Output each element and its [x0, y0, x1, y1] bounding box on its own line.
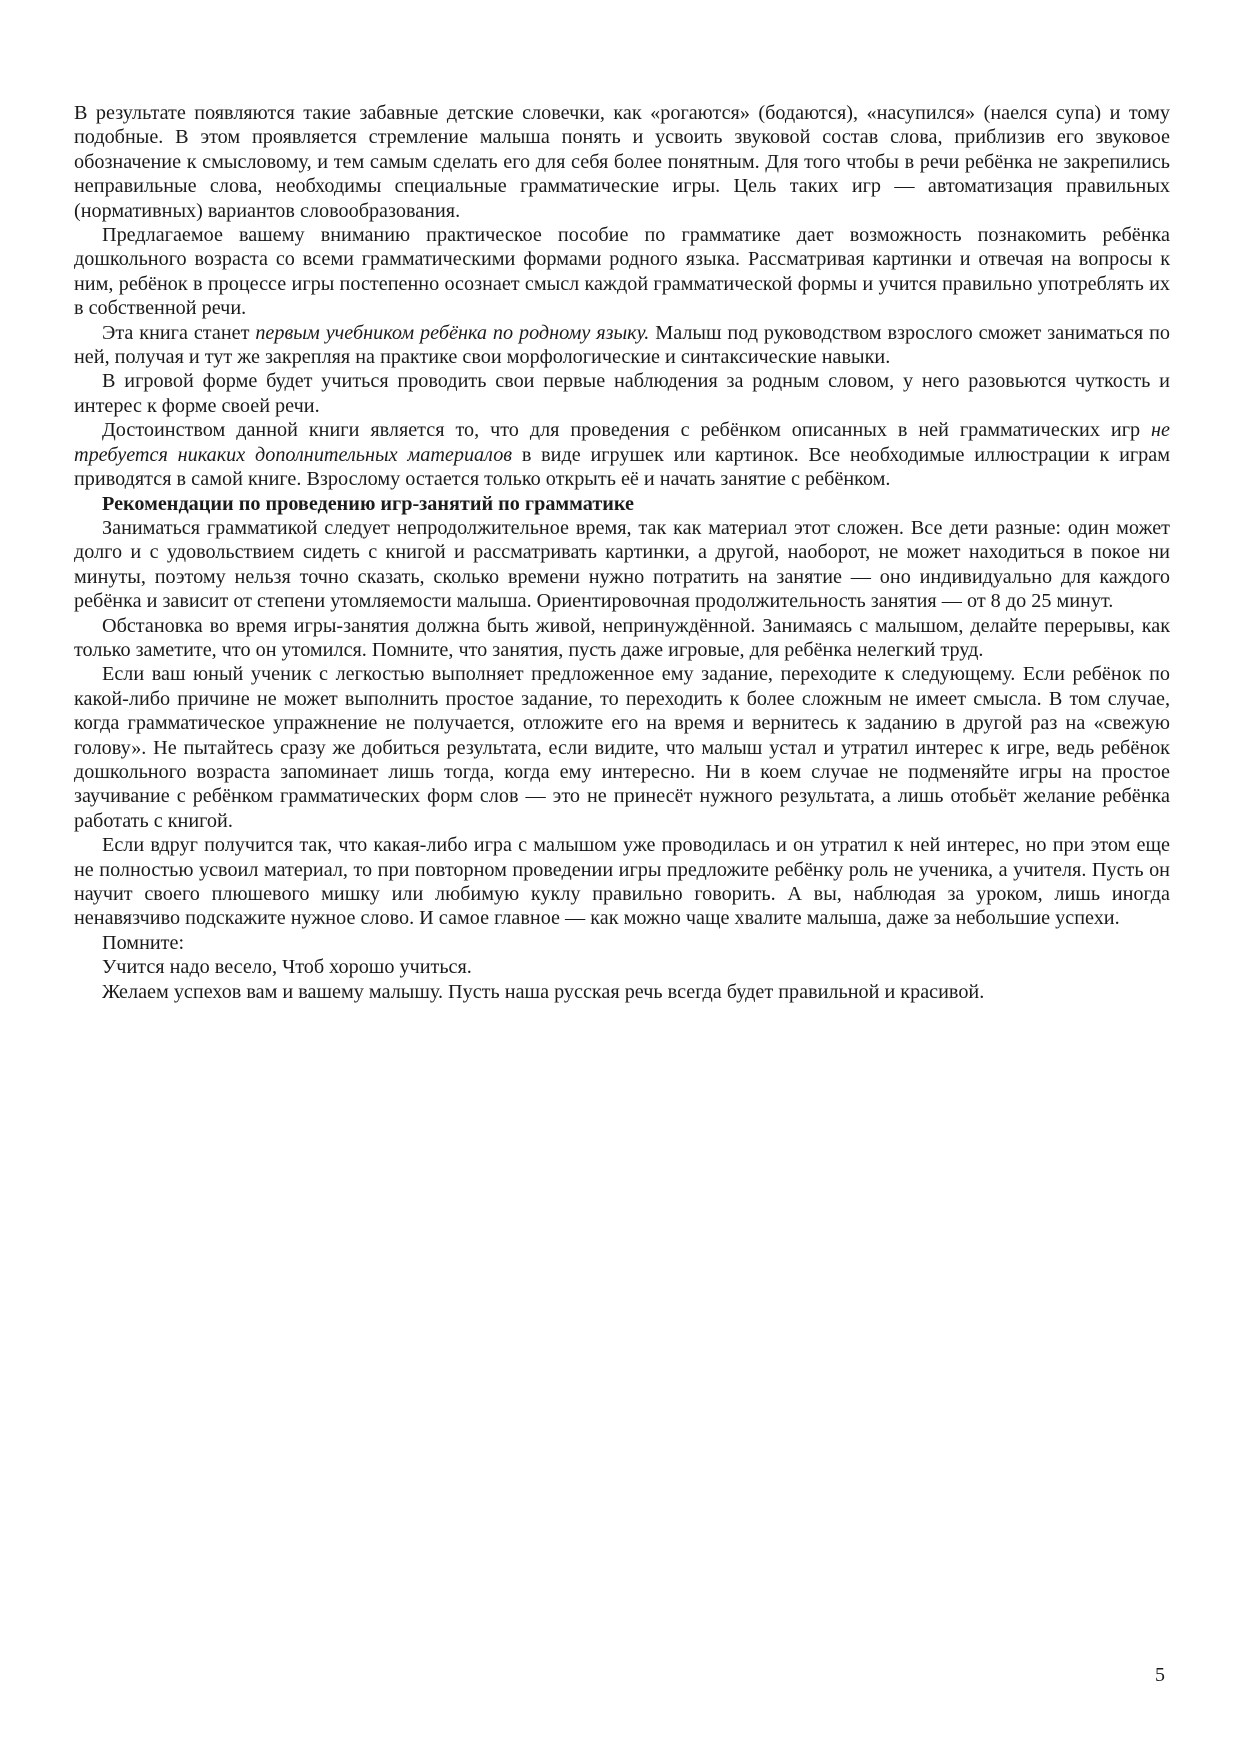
paragraph-5-text-end: в виде игрушек или картинок. Все необходимые иллюстрации к играм приводятся в самой книге. Взрослому остается только открыть её и начать занятие с ребёнком. — [74, 443, 1170, 491]
paragraph-5 — [74, 418, 1170, 491]
paragraph-3-text-start: Эта книга станет — [102, 321, 256, 344]
section-heading: Рекомендации по проведению игр-занятий по грамматике — [102, 492, 634, 515]
paragraph-3-italic: первым учебником ребёнка по родному языку. — [255, 321, 650, 344]
closing-line-verse: Учится надо весело, Чтоб хорошо учиться. — [102, 956, 472, 979]
paragraph-4: В игровой форме будет учиться проводить свои первые наблюдения за родным словом, у него разовьются чуткость и интерес к форме своей речи. — [74, 370, 1170, 417]
paragraph-5-italic: не требуется никаких дополнительных материалов — [74, 419, 1170, 466]
paragraph-8: Если ваш юный ученик с легкостью выполняет предложенное ему задание, переходите к следующему. Если ребёнок по какой-либо причине не может выполнить простое задание, то переходить к более сложным не имеет смысла. В том случае, когда грамматическое упражнение не получается, отложите его на время и вернитесь к заданию в другой раз на «свежую голову». Не пытайтесь сразу же добиться результата, если видите, что малыш устал и утратил интерес к игре, ведь ребёнок дошкольного возраста запоминает лишь тогда, когда ему интересно. Ни в коем случае не подменяйте игры на простое заучивание с ребёнком грамматических форм слов — это не принесёт нужного результата, а лишь отобьёт желание ребёнка работать с книгой. — [74, 663, 1170, 832]
paragraph-5-text-start: Достоинством данной книги является то, что для проведения с ребёнком описанных в ней грамматических игр — [102, 419, 1152, 442]
closing-line-wishes: Желаем успехов вам и вашему малышу. Пусть наша русская речь всегда будет правильной и красивой. — [102, 980, 985, 1003]
paragraph-6: Заниматься грамматикой следует непродолжительное время, так как материал этот сложен. Все дети разные: один может долго и с удовольствием сидеть с книгой и рассматривать картинки, а другой, наоборот, не может находиться в покое ни минуты, поэтому нельзя точно сказать, сколько времени нужно потратить на занятие — оно индивидуально для каждого ребёнка и зависит от степени утомляемости малыша. Ориентировочная продолжительность занятия — от 8 до 25 минут. — [74, 516, 1170, 613]
paragraph-9: Если вдруг получится так, что какая-либо игра с малышом уже проводилась и он утратил к ней интерес, но при этом еще не полностью усвоил материал, то при повторном проведении игры предложите ребёнку роль не ученика, а учителя. Пусть он научит своего плюшевого мишку или любимую куклу правильно говорить. А вы, наблюдая за уроком, лишь иногда ненавязчиво подскажите нужное слово. И самое главное — как можно чаще хвалите малыша, даже за небольшие успехи. — [74, 834, 1170, 930]
closing-line-remember: Помните: — [102, 931, 185, 954]
paragraph-7: Обстановка во время игры-занятия должна быть живой, непринуждённой. Занимаясь с малышом, делайте перерывы, как только заметите, что он утомился. Помните, что занятия, пусть даже игровые, для ребёнка нелегкий труд. — [74, 614, 1170, 661]
page-number: 5 — [1155, 1664, 1165, 1686]
paragraph-3-text-end: Малыш под руководством взрослого сможет заниматься по ней, получая и тут же закрепляя на практике свои морфологические и синтаксические навыки. — [74, 321, 1170, 369]
paragraph-1: В результате появляются такие забавные детские словечки, как «рогаются» (бодаются), «насупился» (наелся супа) и тому подобные. В этом проявляется стремление малыша понять и усвоить звуковой состав слова, приблизив его звуковое обозначение к смысловому, и тем самым сделать его для себя более понятным. Для того чтобы в речи ребёнка не закрепились неправильные слова, необходимы специальные грамматические игры. Цель таких игр — автоматизация правильных (нормативных) вариантов словообразования. — [74, 102, 1170, 222]
paragraph-2: Предлагаемое вашему вниманию практическое пособие по грамматике дает возможность познакомить ребёнка дошкольного возраста со всеми грамматическими формами родного языка. Рассматривая картинки и отвечая на вопросы к ним, ребёнок в процессе игры постепенно осознает смысл каждой грамматической формы и учится правильно употреблять их в собственной речи. — [74, 224, 1170, 320]
paragraph-3 — [74, 321, 1170, 370]
body-text — [74, 101, 1170, 1004]
